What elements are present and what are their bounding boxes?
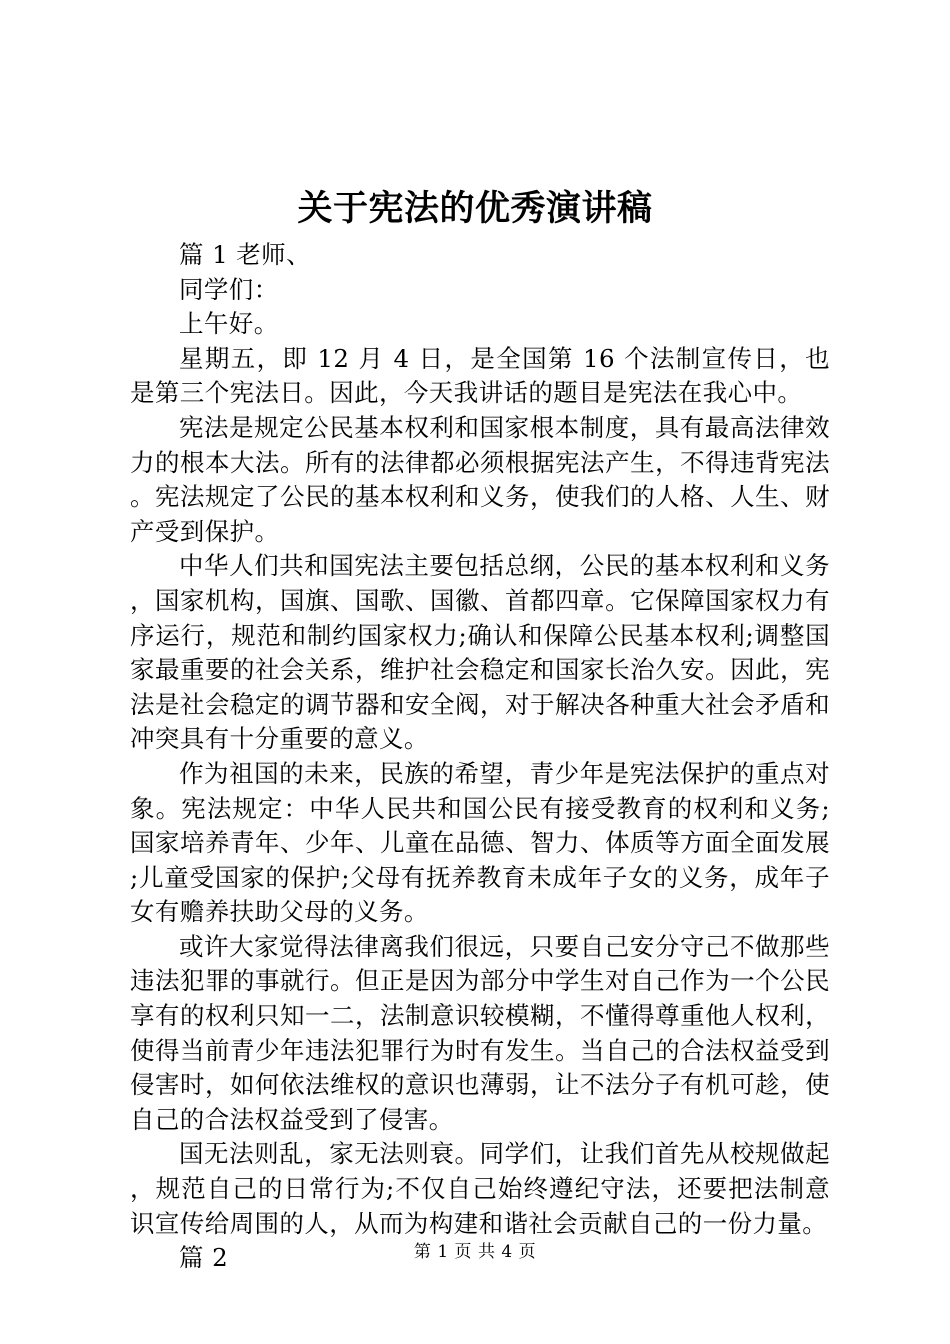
paragraph-greeting-2: 同学们： [179,274,279,304]
document-body [130,238,830,1276]
paragraph-youth-protection: 作为祖国的未来，民族的希望，青少年是宪法保护的重点对象。宪法规定：中华人民共和国公民有接受教育的权利和义务;国家培养青年、少年、儿童在品德、智力、体质等方面全面发展;儿童受国家的保护;父母有抚养教育未成年子女的义务，成年子女有赡养扶助父母的义务。 [130,758,830,927]
paragraph-greeting-1: 篇 1 老师、 [179,240,311,269]
page-number: 第 1 页 共 4 页 [413,1242,537,1262]
paragraph-section-2-heading: 篇 2 [179,1243,229,1273]
paragraph-constitution-definition: 宪法是规定公民基本权利和国家根本制度，具有最高法律效力的根本大法。所有的法律都必须根据宪法产生，不得违背宪法。宪法规定了公民的基本权利和义务，使我们的人格、人生、财产受到保护。 [130,412,830,546]
document-title: 关于宪法的优秀演讲稿 [297,189,653,229]
paragraph-constitution-content: 中华人们共和国宪法主要包括总纲，公民的基本权利和义务，国家机构，国旗、国歌、国徽、首都四章。它保障国家权力有序运行，规范和制约国家权力;确认和保障公民基本权利;调整国家最重要的社会关系，维护社会稳定和国家长治久安。因此，宪法是社会稳定的调节器和安全阀，对于解决各种重大社会矛盾和冲突具有十分重要的意义。 [130,551,830,754]
paragraph-intro: 星期五，即 12 月 4 日，是全国第 16 个法制宣传日，也是第三个宪法日。因此，今天我讲话的题目是宪法在我心中。 [130,343,830,408]
paragraph-legal-awareness: 或许大家觉得法律离我们很远，只要自己安分守己不做那些违法犯罪的事就行。但正是因为部分中学生对自己作为一个公民享有的权利只知一二，法制意识较模糊，不懂得尊重他人权利，使得当前青少年违法犯罪行为时有发生。当自己的合法权益受到侵害时，如何依法维权的意识也薄弱，让不法分子有机可趁，使自己的合法权益受到了侵害。 [130,931,830,1134]
paragraph-conclusion: 国无法则乱，家无法则衰。同学们，让我们首先从校规做起，规范自己的日常行为;不仅自己始终遵纪守法，还要把法制意识宣传给周围的人，从而为构建和谐社会贡献自己的一份力量。 [130,1139,830,1238]
paragraph-greeting-3: 上午好。 [179,309,279,339]
